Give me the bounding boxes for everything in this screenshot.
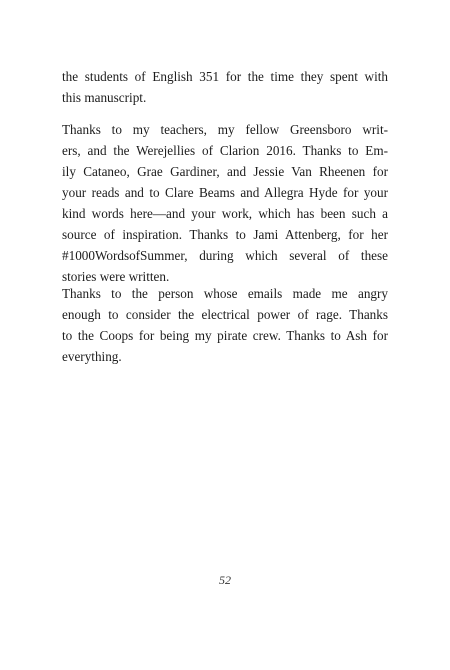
paragraph-final-thanks: [62, 283, 388, 367]
page-number: 52: [219, 573, 231, 587]
text-line: enough to consider the electrical power of rage. Thanks: [62, 307, 388, 322]
text-line: Thanks to my teachers, my fellow Greensboro writ-: [62, 122, 388, 137]
text-line: ily Cataneo, Grae Gardiner, and Jessie Van Rheenen for: [62, 164, 388, 179]
text-line: source of inspiration. Thanks to Jami Attenberg, for her: [62, 227, 388, 242]
text-line: stories were written.: [62, 269, 170, 284]
text-line: your reads and to Clare Beams and Allegra Hyde for your: [62, 185, 388, 200]
text-line: kind words here—and your work, which has been such a: [62, 206, 388, 221]
text-line: this manuscript.: [62, 90, 147, 105]
text-line: everything.: [62, 349, 122, 364]
text-line: to the Coops for being my pirate crew. Thanks to Ash for: [62, 328, 388, 343]
text-line: Thanks to the person whose emails made me angry: [62, 286, 388, 301]
text-line: ers, and the Werejellies of Clarion 2016. Thanks to Em-: [62, 143, 388, 158]
paragraph-teachers: [62, 119, 388, 287]
text-line: the students of English 351 for the time they spent with: [62, 69, 388, 84]
paragraph-students: [62, 66, 388, 108]
text-line: #1000WordsofSummer, during which several of these: [62, 248, 388, 263]
